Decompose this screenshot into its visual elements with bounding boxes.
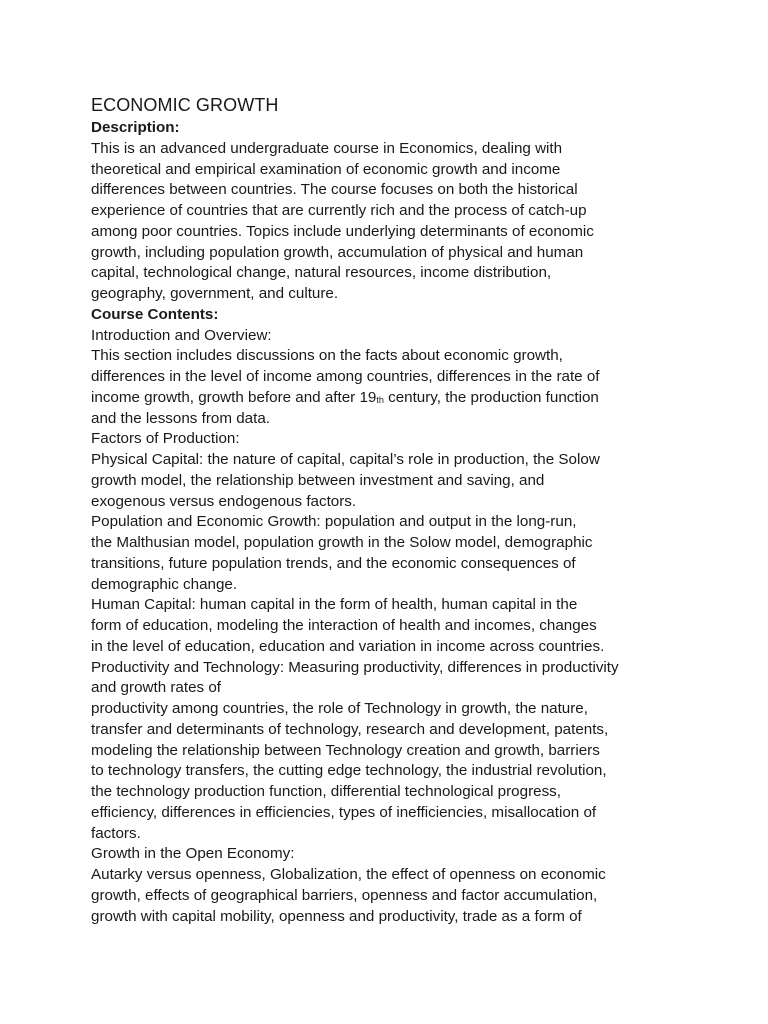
intro-line: This section includes discussions on the facts about economic growth, [91, 347, 563, 365]
document-title: ECONOMIC GROWTH [91, 95, 279, 115]
intro-line: and the lessons from data. [91, 409, 270, 427]
description-heading: Description: [91, 119, 180, 136]
factors-line: factors. [91, 824, 141, 842]
factors-line: exogenous versus endogenous factors. [91, 492, 357, 510]
factors-line: transitions, future population trends, and the economic consequences of [91, 554, 576, 572]
description-line: capital, technological change, natural resources, income distribution, [91, 264, 552, 282]
factors-line: Human Capital: human capital in the form of health, human capital in the [91, 596, 578, 614]
intro-line: differences in the level of income among countries, differences in the rate of [91, 368, 600, 385]
open-economy-line: Autarky versus openness, Globalization, the effect of openness on economic [91, 866, 606, 883]
open-economy-line: growth, effects of geographical barriers, openness and factor accumulation, [91, 886, 598, 904]
description-line: This is an advanced undergraduate course in Economics, dealing with [91, 139, 563, 157]
factors-line: productivity among countries, the role of Technology in growth, the nature, [91, 700, 588, 717]
description-body [91, 139, 691, 305]
intro-line-with-superscript [91, 388, 691, 409]
description-line: differences between countries. The course focuses on both the historical [91, 181, 578, 199]
factors-line: modeling the relationship between Technology creation and growth, barriers [91, 741, 600, 759]
factors-line: and growth rates of [91, 679, 222, 697]
factors-line: Productivity and Technology: Measuring productivity, differences in productivity [91, 658, 619, 676]
factors-line: Population and Economic Growth: population and output in the long-run, [91, 513, 577, 531]
intro-heading: Introduction and Overview: [91, 326, 272, 344]
factors-line: demographic change. [91, 575, 238, 593]
description-line: geography, government, and culture. [91, 285, 339, 302]
factors-line: to technology transfers, the cutting edge technology, the industrial revolution, [91, 762, 607, 780]
document-page [91, 94, 691, 927]
factors-line: the Malthusian model, population growth in the Solow model, demographic [91, 534, 593, 551]
course-contents-heading: Course Contents: [91, 305, 219, 323]
factors-line: the technology production function, differential technological progress, [91, 783, 561, 800]
description-line: theoretical and empirical examination of economic growth and income [91, 160, 561, 178]
factors-line: Physical Capital: the nature of capital, capital’s role in production, the Solow [91, 451, 600, 468]
open-economy-heading: Growth in the Open Economy: [91, 845, 295, 863]
intro-line-part: income growth, growth before and after 19 [91, 388, 377, 406]
open-economy-line: growth with capital mobility, openness and productivity, trade as a form of [91, 907, 582, 925]
factors-heading: Factors of Production: [91, 430, 240, 448]
factors-line: growth model, the relationship between investment and saving, and [91, 471, 545, 489]
factors-line: in the level of education, education and variation in income across countries. [91, 637, 605, 655]
description-line: growth, including population growth, accumulation of physical and human [91, 243, 584, 261]
superscript-th: th [376, 394, 384, 405]
factors-line: transfer and determinants of technology, research and development, patents, [91, 720, 609, 738]
factors-line: form of education, modeling the interaction of health and incomes, changes [91, 617, 597, 634]
intro-line-part: century, the production function [383, 388, 599, 406]
factors-line: efficiency, differences in efficiencies, types of inefficiencies, misallocation of [91, 803, 597, 821]
description-line: among poor countries. Topics include underlying determinants of economic [91, 222, 594, 240]
description-line: experience of countries that are currently rich and the process of catch-up [91, 202, 587, 219]
